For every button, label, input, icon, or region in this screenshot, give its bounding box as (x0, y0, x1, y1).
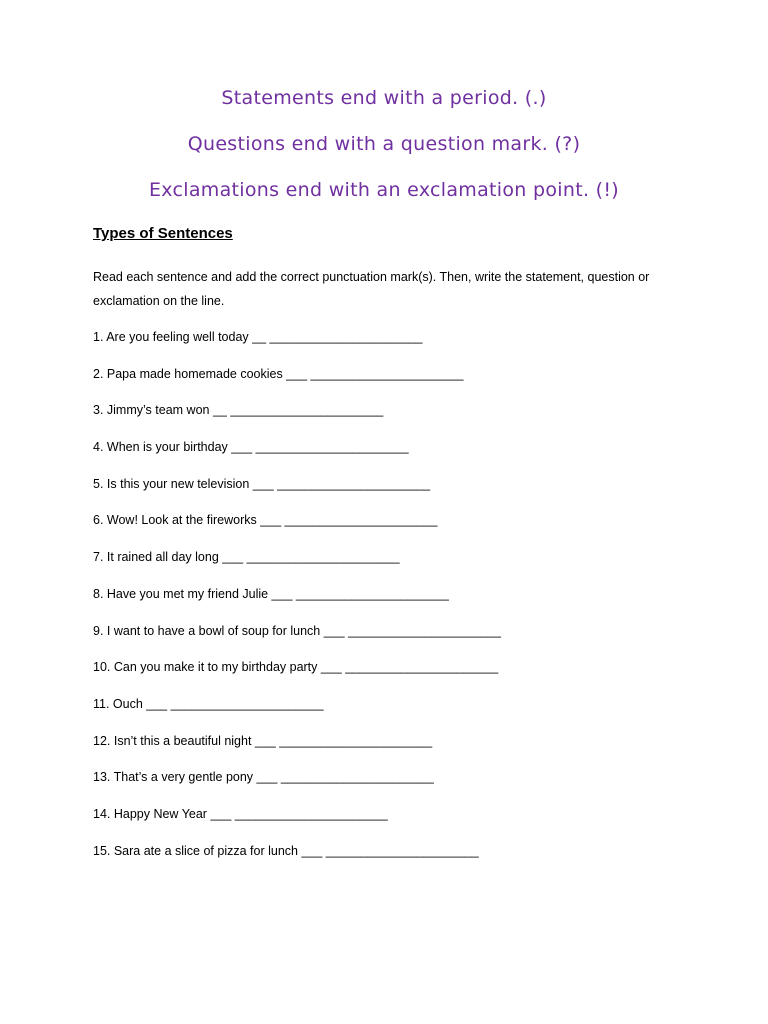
punctuation-rules (0, 84, 768, 222)
exercise-item: 15. Sara ate a slice of pizza for lunch ___ ______________________ (93, 843, 479, 858)
exercise-item: 8. Have you met my friend Julie ___ ______________________ (93, 586, 449, 601)
exercise-item: 7. It rained all day long ___ ______________________ (93, 550, 400, 565)
exercise-item: 4. When is your birthday ___ ______________________ (93, 440, 409, 455)
rule-question: Questions end with a question mark. (?) (187, 133, 581, 155)
exercise-item: 2. Papa made homemade cookies ___ ______________________ (93, 366, 464, 381)
exercise-item: 12. Isn’t this a beautiful night ___ ______________________ (93, 733, 433, 748)
instructions: Read each sentence and add the correct punctuation mark(s). Then, write the statement, question or exclamation on the line. (93, 270, 650, 308)
exercise-item: 3. Jimmy’s team won __ ______________________ (93, 403, 384, 418)
exercise-list (93, 327, 693, 877)
exercise-item: 9. I want to have a bowl of soup for lunch ___ ______________________ (93, 623, 501, 638)
exercise-item: 10. Can you make it to my birthday party ___ ______________________ (93, 660, 499, 675)
rule-exclamation: Exclamations end with an exclamation point. (!) (149, 179, 619, 201)
exercise-item: 5. Is this your new television ___ ______________________ (93, 476, 431, 491)
section-heading: Types of Sentences (93, 225, 233, 242)
exercise-item: 1. Are you feeling well today __ ______________________ (93, 330, 423, 344)
exercise-item: 6. Wow! Look at the fireworks ___ ______________________ (93, 513, 438, 528)
rule-statement: Statements end with a period. (.) (221, 87, 547, 109)
exercise-item: 14. Happy New Year ___ ______________________ (93, 806, 388, 821)
exercise-item: 11. Ouch ___ ______________________ (93, 696, 324, 711)
exercise-item: 13. That’s a very gentle pony ___ ______________________ (93, 770, 434, 785)
